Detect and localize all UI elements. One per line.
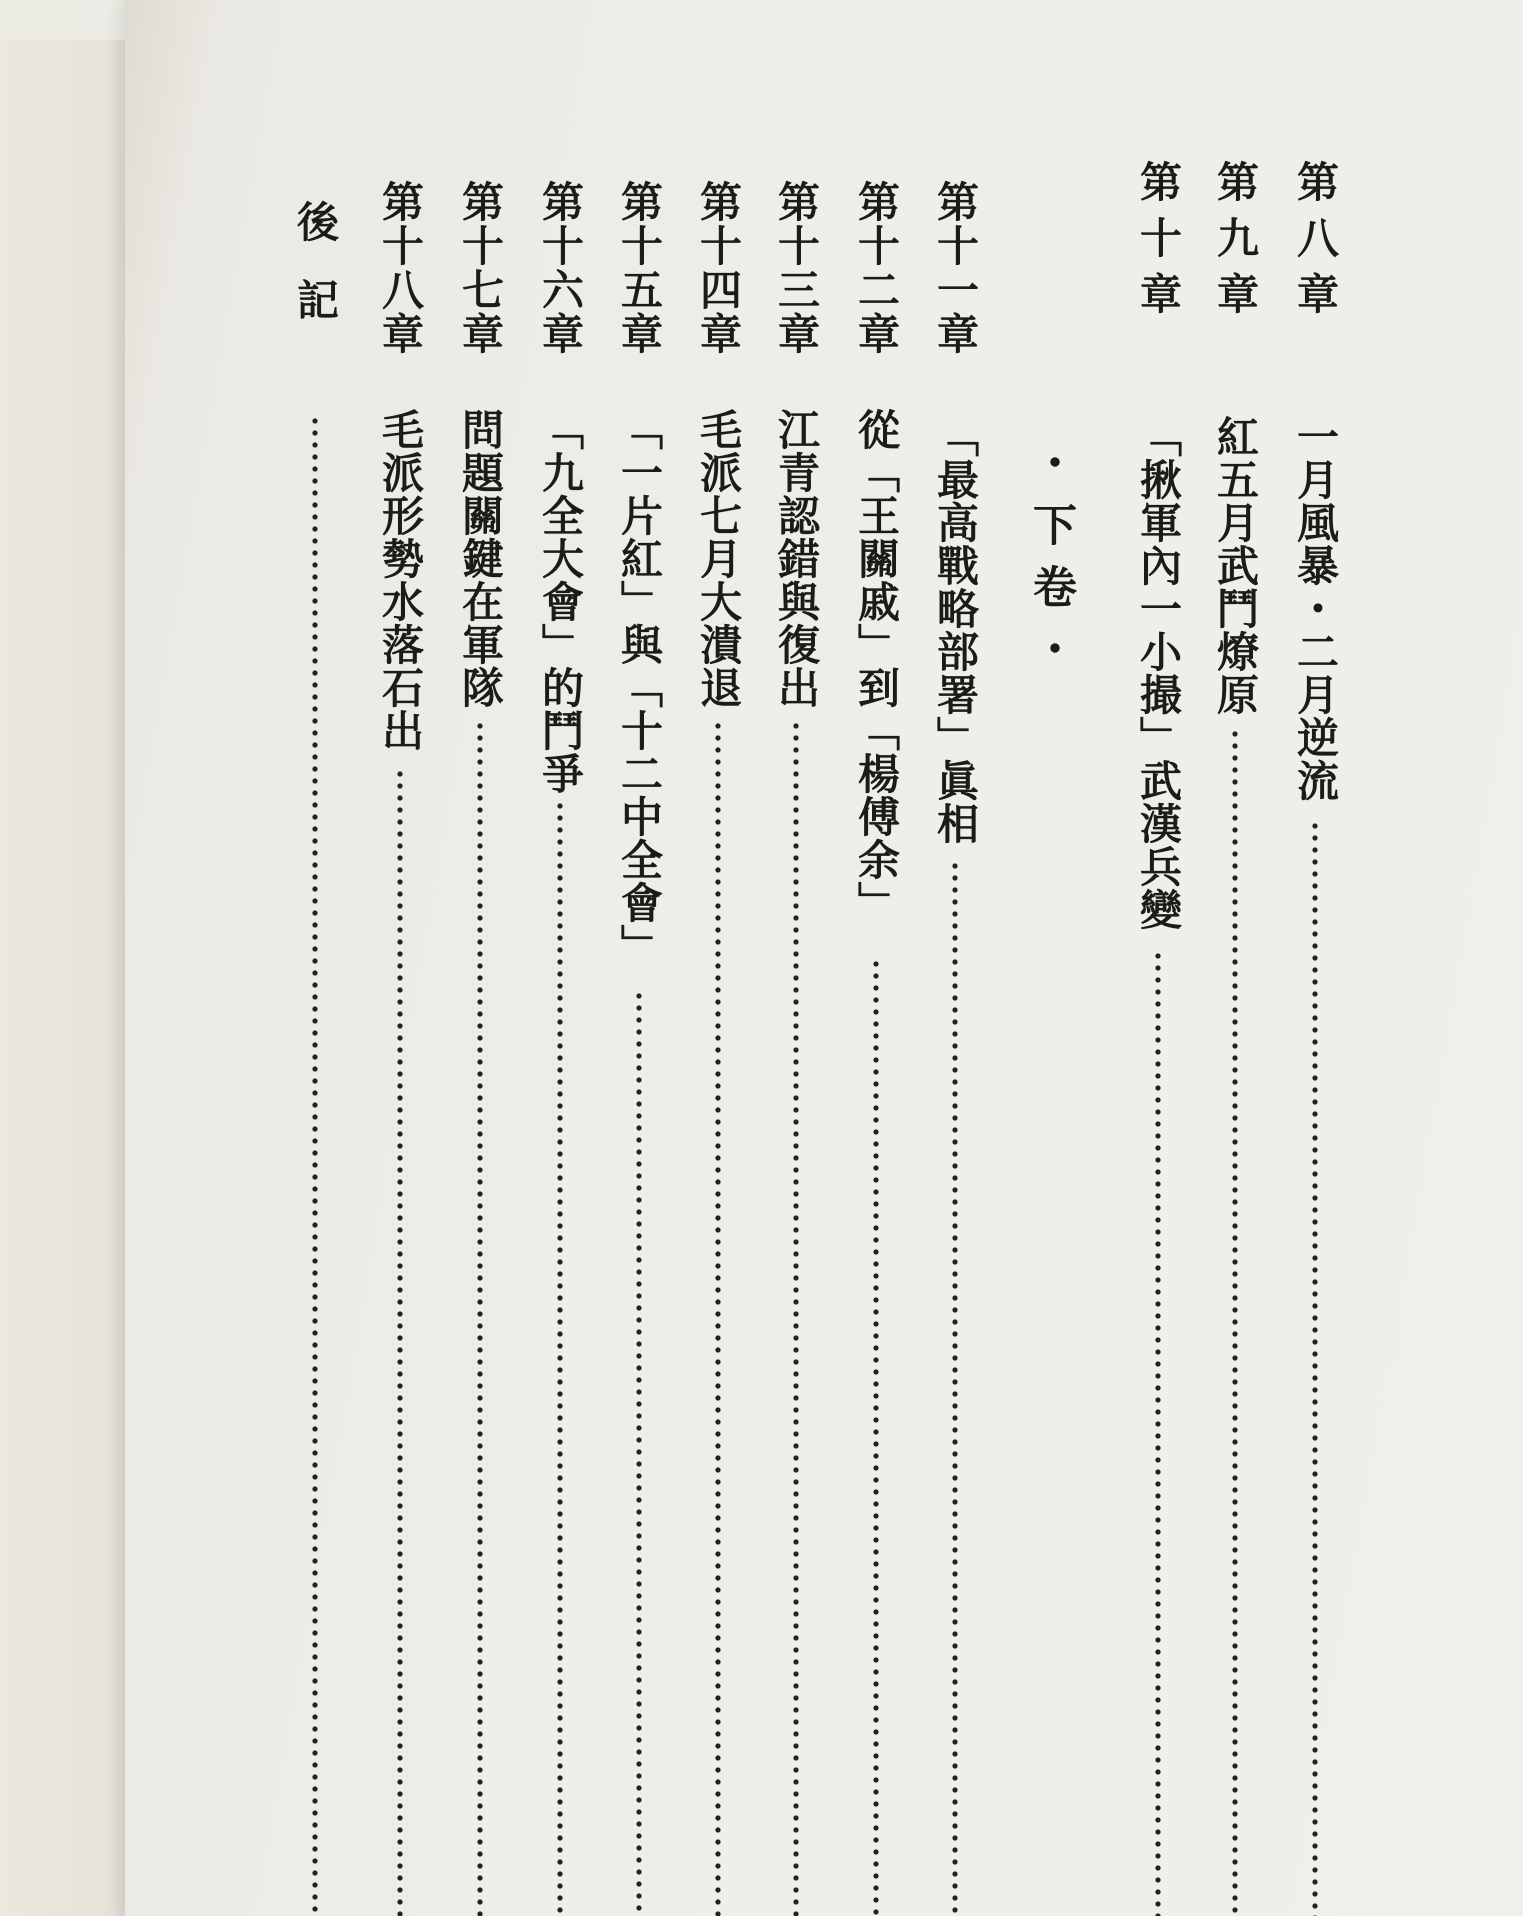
chapter-label: 第十四章	[694, 180, 743, 356]
section-heading: ・下卷・	[1025, 440, 1076, 688]
toc-entry	[925, 0, 985, 1916]
chapter-label: 第十六章	[536, 180, 585, 356]
toc-entry	[1205, 0, 1265, 1916]
chapter-title: 紅五月武鬥燎原	[1211, 415, 1260, 716]
leader-dots	[792, 720, 800, 1916]
toc-entry	[450, 0, 510, 1916]
chapter-title: 一月風暴・二月逆流	[1291, 415, 1340, 802]
chapter-label: 第十八章	[376, 180, 425, 356]
leader-dots	[396, 768, 404, 1916]
leader-dots	[556, 800, 564, 1916]
chapter-title: 江青認錯與復出	[772, 408, 821, 709]
leader-dots	[1311, 820, 1319, 1916]
chapter-title: 「一片紅」與「十二中全會」	[615, 408, 664, 967]
leader-dots	[635, 990, 643, 1916]
chapter-label: 第十章	[1134, 160, 1183, 328]
left-page-edge	[0, 40, 135, 1916]
chapter-title: 毛派形勢水落石出	[376, 408, 425, 752]
toc-entry	[688, 0, 748, 1916]
chapter-label: 第十三章	[772, 180, 821, 356]
chapter-title: 毛派七月大潰退	[694, 408, 743, 709]
chapter-label: 第十二章	[852, 180, 901, 356]
chapter-title: 「揪軍內一小撮」武漢兵變	[1134, 415, 1183, 931]
afterword-label: 後記	[291, 200, 340, 356]
chapter-label: 第九章	[1211, 160, 1260, 328]
chapter-title: 從「王關戚」到「楊傅余」	[852, 408, 901, 924]
chapter-label: 第十五章	[615, 180, 664, 356]
toc-entry	[1285, 0, 1345, 1916]
chapter-label: 第十一章	[931, 180, 980, 356]
chapter-title: 「最高戰略部署」眞相	[931, 415, 980, 845]
toc-entry	[609, 0, 669, 1916]
toc-entry	[530, 0, 590, 1916]
toc-entry	[766, 0, 826, 1916]
chapter-title: 「九全大會」的鬥爭	[536, 408, 585, 795]
toc-entry	[1128, 0, 1188, 1916]
leader-dots	[311, 415, 319, 1916]
toc-entry	[846, 0, 906, 1916]
chapter-label: 第十七章	[456, 180, 505, 356]
toc-entry	[285, 0, 345, 1916]
leader-dots	[951, 860, 959, 1916]
chapter-title: 問題關鍵在軍隊	[456, 408, 505, 709]
leader-dots	[872, 958, 880, 1916]
leader-dots	[714, 720, 722, 1916]
leader-dots	[476, 720, 484, 1916]
toc-entry	[370, 0, 430, 1916]
leader-dots	[1231, 728, 1239, 1916]
chapter-label: 第八章	[1291, 160, 1340, 328]
leader-dots	[1154, 950, 1162, 1916]
